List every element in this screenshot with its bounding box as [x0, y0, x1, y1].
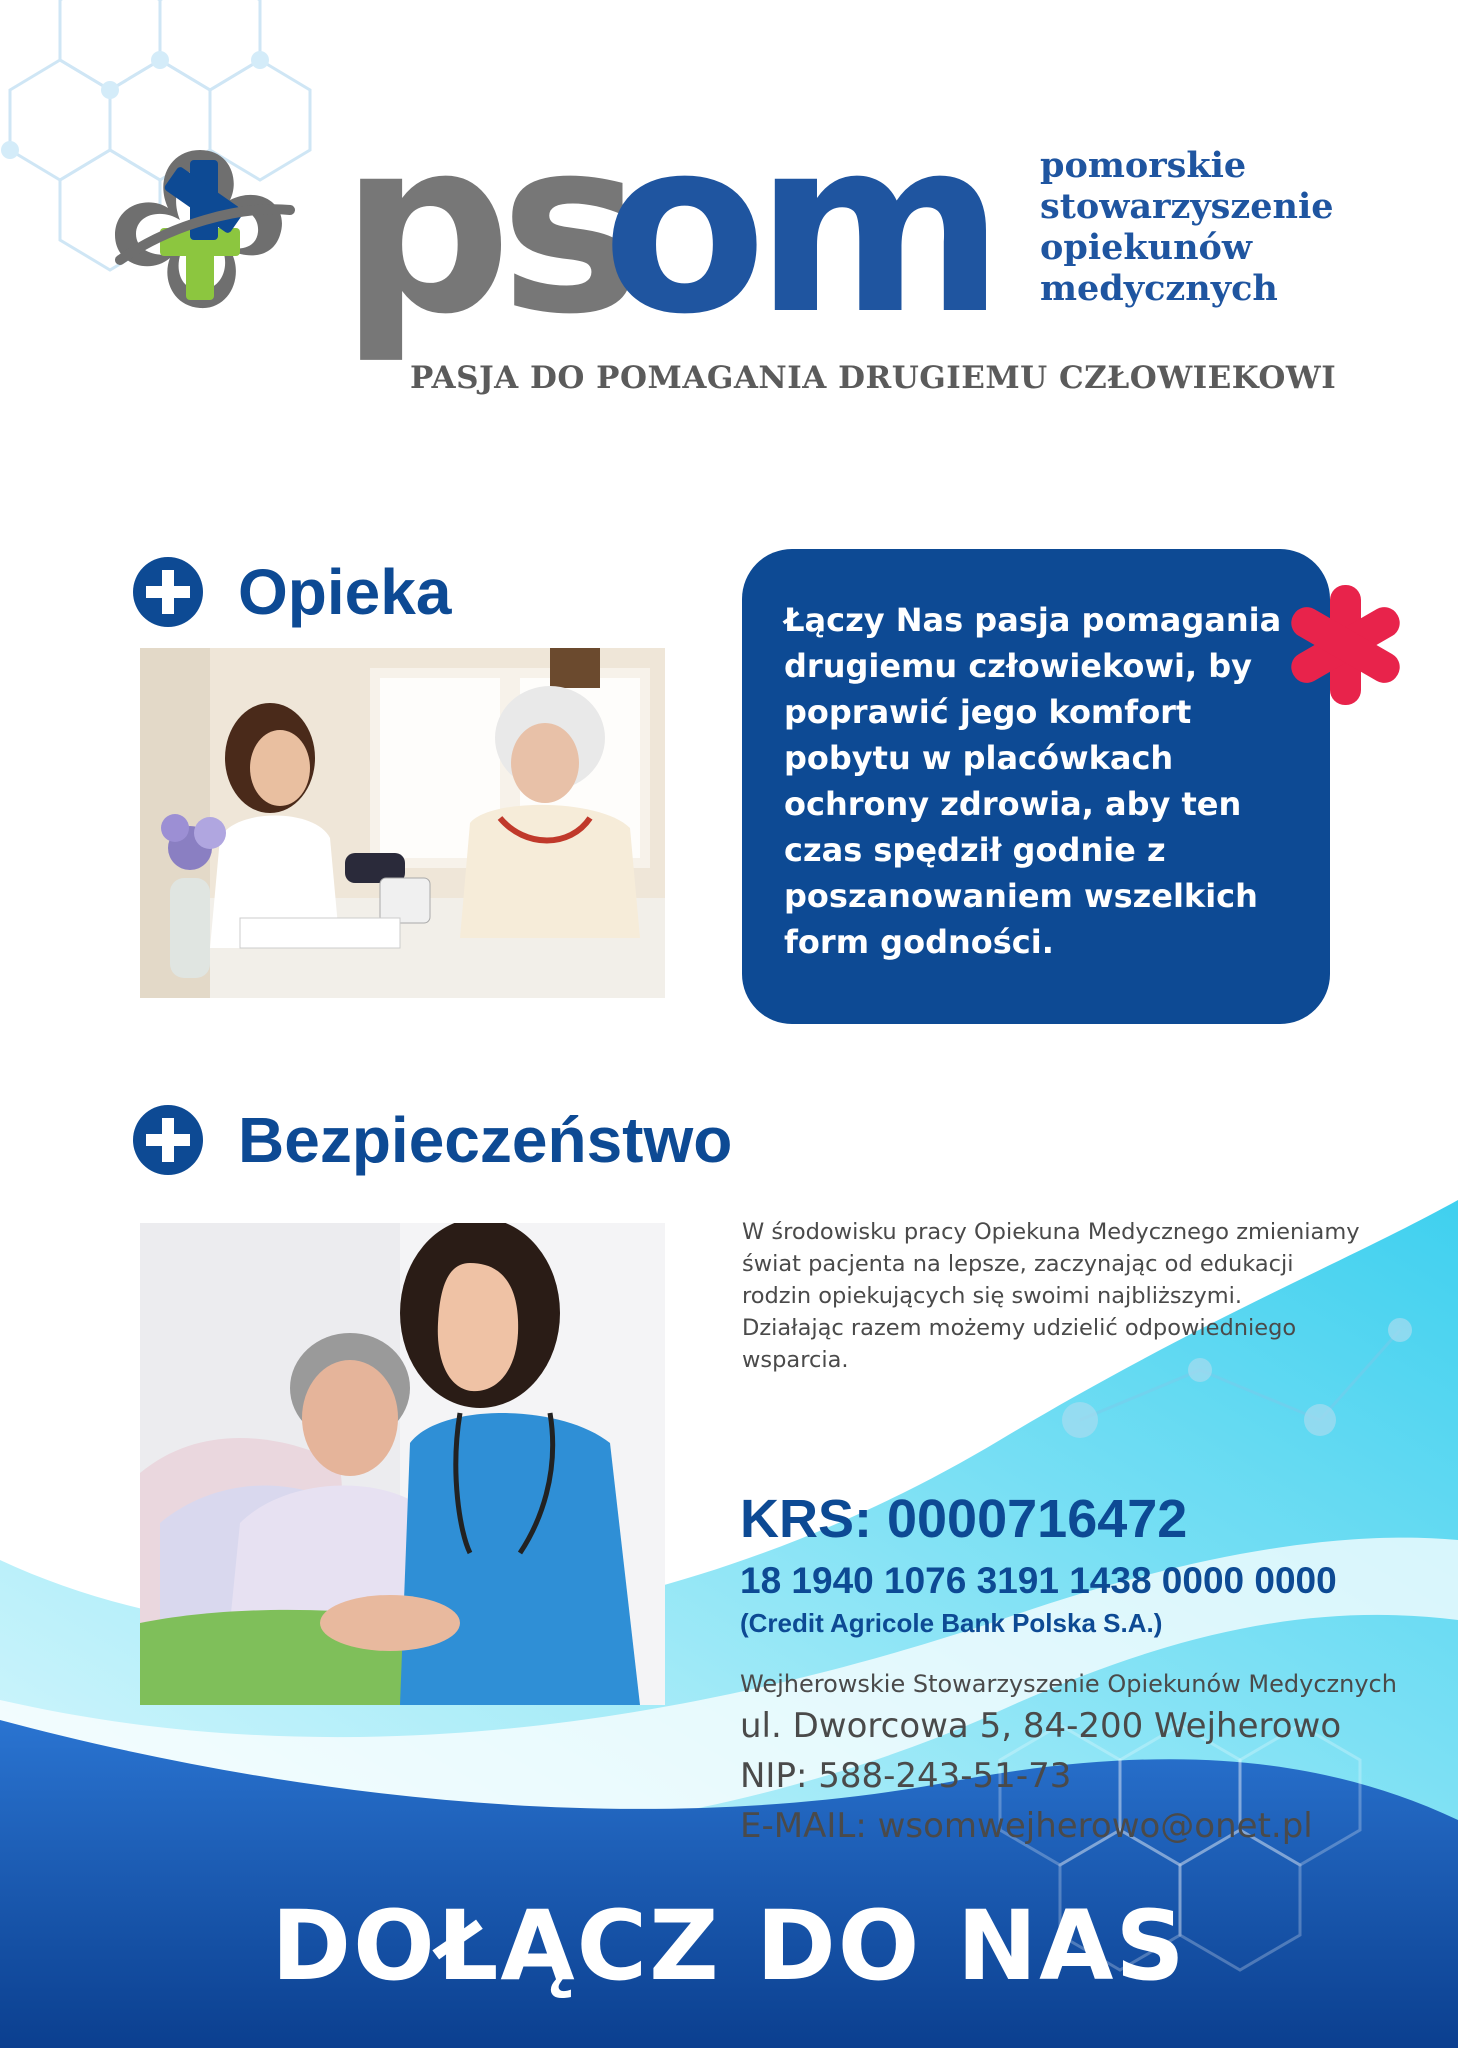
bank-account-number: 18 1940 1076 3191 1438 0000 0000: [740, 1560, 1337, 1601]
logo-subtitle-line: pomorskie: [1040, 145, 1247, 186]
photo-blood-pressure: [140, 648, 665, 998]
safety-description: [742, 1216, 1362, 1376]
address: ul. Dworcowa 5, 84-200 Wejherowo: [740, 1706, 1342, 1746]
bank-name: (Credit Agricole Bank Polska S.A.): [740, 1608, 1163, 1638]
logo-subtitle-line: medycznych: [1040, 268, 1278, 309]
safety-paragraph: Działając razem możemy udzielić odpowiedniego wsparcia.: [742, 1315, 1297, 1373]
logo-subtitle-line: opiekunów: [1040, 227, 1252, 268]
plus-circle-icon: [133, 557, 203, 627]
logo-subtitle: [1040, 145, 1334, 309]
logo-text-om: om: [602, 110, 993, 367]
krs-number: KRS: 0000716472: [740, 1489, 1188, 1549]
nip-number: NIP: 588-243-51-73: [740, 1756, 1072, 1796]
section-heading-safety: [133, 1103, 732, 1177]
logo-subtitle-line: stowarzyszenie: [1040, 186, 1334, 227]
logo-text-ps: ps: [340, 110, 631, 367]
email-address[interactable]: E-MAIL: wsomwejherowo@onet.pl: [740, 1806, 1313, 1846]
care-text: Łączy Nas pasja pomagania drugiemu człowiekowi, by poprawić jego komfort pobytu w placówkach ochrony zdrowia, aby ten czas spędził godnie z poszanowaniem wszelkich form godności.: [784, 601, 1282, 961]
asterisk-icon: [1283, 580, 1408, 710]
plus-circle-icon: [133, 1105, 203, 1175]
psom-emblem-icon: [100, 130, 300, 330]
photo-nurse-with-patient: [140, 1223, 665, 1705]
care-text-box: [742, 549, 1330, 1024]
join-us-banner: DOŁĄCZ DO NAS: [271, 1890, 1187, 2002]
tagline: PASJA DO POMAGANIA DRUGIEMU CZŁOWIEKOWI: [410, 360, 1337, 396]
section-heading-care: [133, 555, 451, 629]
section-title-safety: Bezpieczeństwo: [238, 1104, 733, 1176]
organization-name: Wejherowskie Stowarzyszenie Opiekunów Medycznych: [740, 1670, 1397, 1698]
section-title-care: Opieka: [238, 556, 452, 628]
safety-paragraph: W środowisku pracy Opiekuna Medycznego zmieniamy świat pacjenta na lepsze, zaczynając od edukacji rodzin opiekujących się swoimi najbliższymi.: [742, 1219, 1360, 1309]
